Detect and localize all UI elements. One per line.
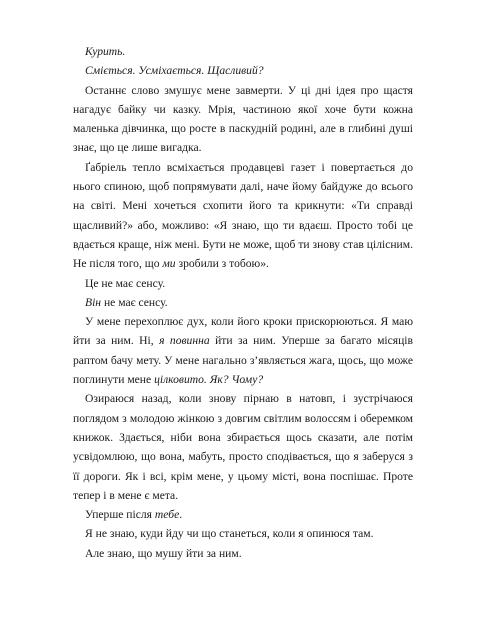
paragraph-6: [73, 293, 413, 312]
text-run: йти за ним. Уперше за багато місяців раптом бачу мету. У мене нагально з’являється жага, щось, що може поглинути мене: [73, 334, 414, 387]
text-run: Але знаю, що мушу йти за ним.: [85, 546, 242, 560]
paragraph-9: [73, 505, 413, 524]
paragraph-4: [73, 158, 413, 274]
text-run: Останнє слово змушує мене завмерти. У ці дні ідея про щастя нагадує байку чи казку. Мрія, частиною якої хоче бути кожна маленька дівчинка, що росте в паскудній родині, але в глибині душі знає, що це лише вигадка.: [73, 83, 413, 155]
paragraph-11: [73, 544, 413, 563]
text-run: Курить.: [85, 45, 126, 58]
text-run: зробили з тобою».: [175, 257, 269, 271]
book-page-text: [73, 42, 413, 563]
text-run: У мене перехоплює дух, коли його кроки прискорюються. Я маю йти за ним. Ні,: [73, 315, 413, 348]
text-run: цілковито. Як? Чому?: [154, 373, 264, 387]
paragraph-2: [73, 61, 413, 80]
text-run: не має сенсу.: [101, 295, 168, 309]
paragraph-8: [73, 389, 413, 505]
text-run: ми: [162, 257, 176, 271]
text-run: Сміється. Усміхається. Щасливий?: [85, 64, 264, 78]
text-run: Це не має сенсу.: [85, 276, 166, 290]
text-run: я повинна: [159, 334, 210, 348]
paragraph-10: [73, 524, 413, 543]
text-run: Озираюся назад, коли знову пірнаю в натовп, і зустрічаюся поглядом з молодою жінкою з довгим світлим волоссям і оберемком книжок. Здається, ніби вона збирається щось сказати, але потім усвідомлюю, що вона, мабуть, просто сподівається, що я заберуся з її дороги. Як і всі, крім мене, у цьому місті, вона поспішає. Проте тепер і в мене є мета.: [73, 392, 413, 502]
paragraph-7: [73, 312, 413, 389]
text-run: Уперше після: [85, 508, 155, 522]
paragraph-1: [73, 42, 413, 61]
paragraph-5: [73, 274, 413, 293]
text-run: .: [179, 508, 183, 522]
paragraph-3: [73, 81, 413, 158]
text-run: тебе: [154, 508, 180, 522]
text-run: Ґабріель тепло всміхається продавцеві газет і повертається до нього спиною, щоб попрямувати далі, наче йому байдуже до всього на світі. Мені хочеться схопити його та крикнути: «Ти справді щасливий?» або, можливо: «Я знаю, що ти вдаєш. Просто тобі це вдається краще, ніж мені. Бути не може, щоб ти знову став цілісним. Не після того, що: [73, 160, 413, 271]
text-run: Він: [85, 295, 102, 309]
text-run: Я не знаю, куди йду чи що станеться, коли я опинюся там.: [85, 527, 374, 541]
